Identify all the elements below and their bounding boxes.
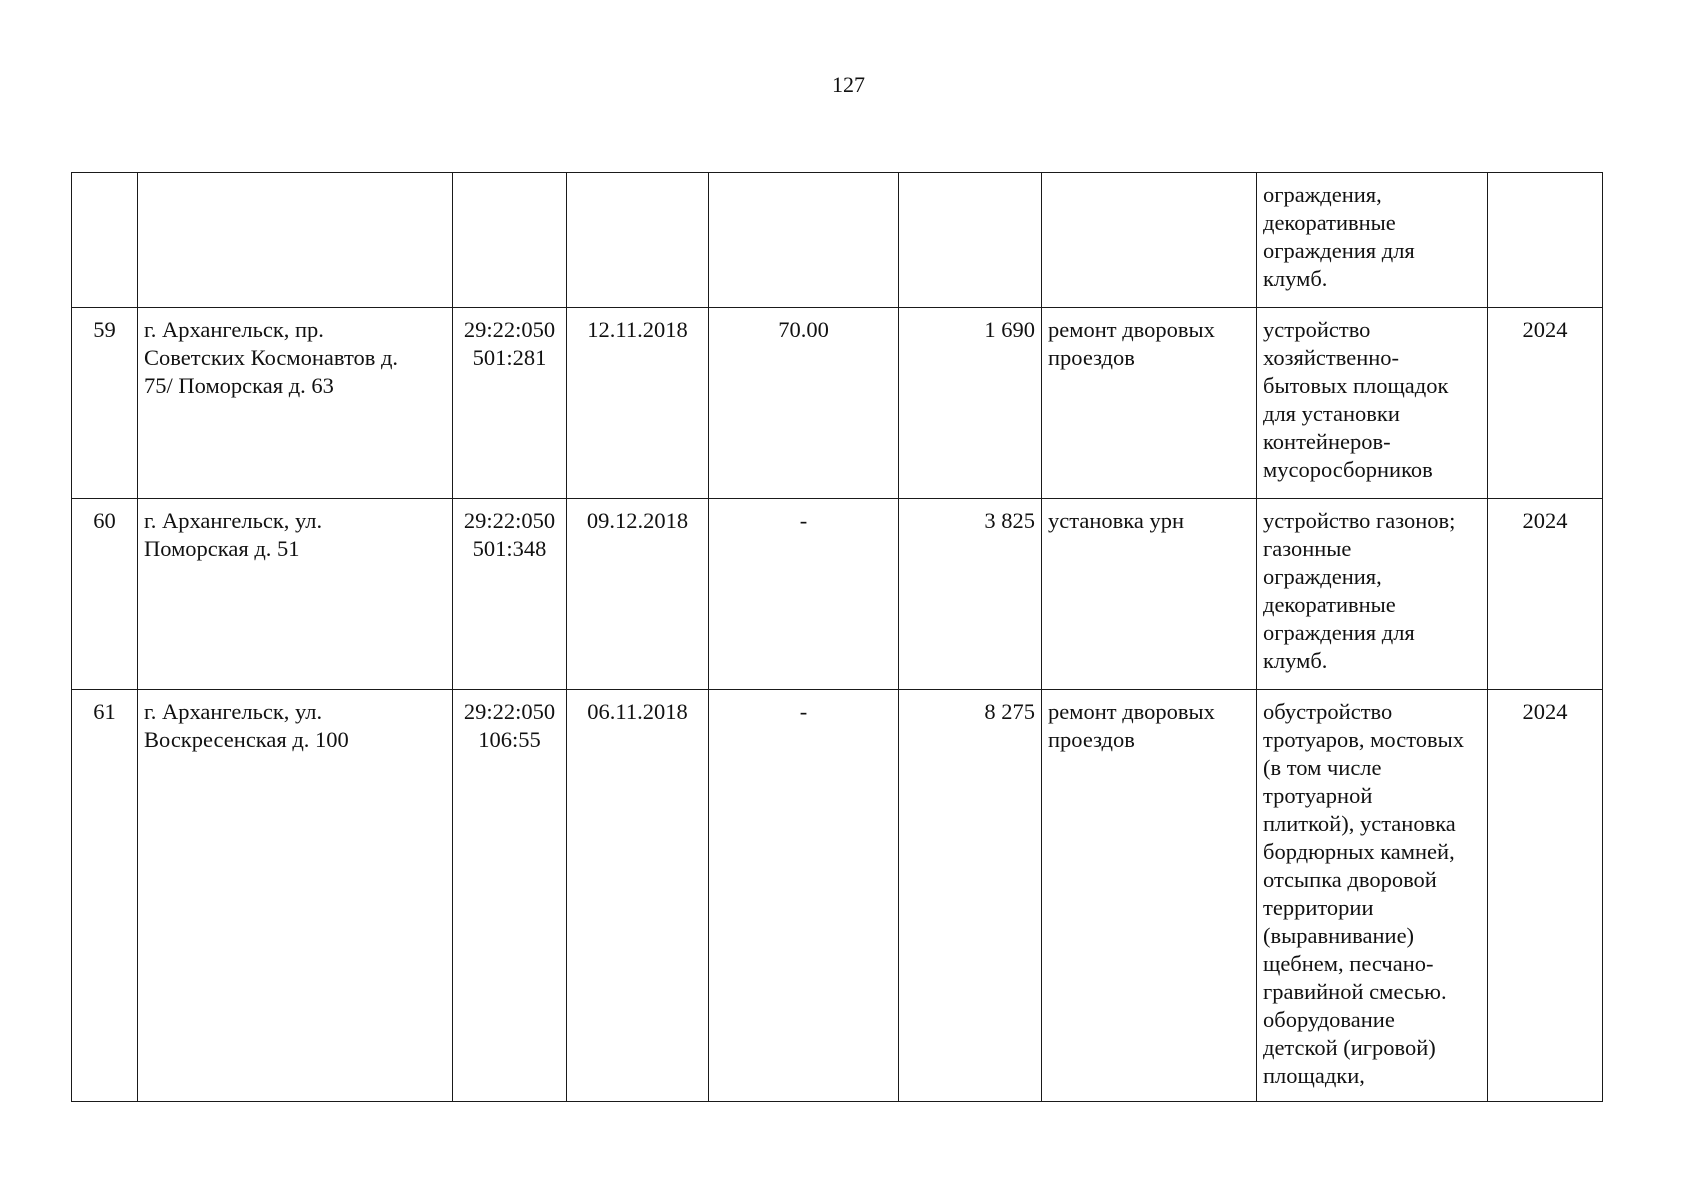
text-line: отсыпка дворовой xyxy=(1263,867,1437,892)
cell-square: 3 825 xyxy=(899,499,1042,690)
text-line: тротуарной xyxy=(1263,783,1373,808)
text-line: ограждения для xyxy=(1263,620,1415,645)
cell-extra-works xyxy=(1257,308,1488,499)
cell-extra-works xyxy=(1257,690,1488,1102)
text-line: 501:281 xyxy=(472,345,547,370)
cell-number: 61 xyxy=(72,690,138,1102)
text-line: (в том числе xyxy=(1263,755,1382,780)
text-line: плиткой), установка xyxy=(1263,811,1456,836)
text-line: территории xyxy=(1263,895,1374,920)
table-row xyxy=(72,308,1603,499)
text-line: 501:348 xyxy=(472,536,547,561)
text-line: г. Архангельск, пр. xyxy=(144,317,324,342)
page-number: 127 xyxy=(832,72,865,97)
text-line: 75/ Поморская д. 63 xyxy=(144,373,334,398)
text-line: детской (игровой) xyxy=(1263,1035,1436,1060)
cell-year xyxy=(1488,173,1603,308)
text-line: ограждения, xyxy=(1263,564,1382,589)
cell-cadastral xyxy=(453,690,567,1102)
cell-square: 1 690 xyxy=(899,308,1042,499)
text-line: клумб. xyxy=(1263,266,1328,291)
cell-extra-works xyxy=(1257,173,1488,308)
text-line: гравийной смесью. xyxy=(1263,979,1447,1004)
cell-min-works xyxy=(1042,499,1257,690)
cell-area: 70.00 xyxy=(709,308,899,499)
text-line: проездов xyxy=(1048,345,1135,370)
text-line: 29:22:050 xyxy=(463,699,556,724)
table-row xyxy=(72,499,1603,690)
text-line: устройство xyxy=(1263,317,1371,342)
text-line: устройство газонов; xyxy=(1263,508,1456,533)
text-line: площадки, xyxy=(1263,1063,1365,1088)
cell-area: - xyxy=(709,499,899,690)
cell-square: 8 275 xyxy=(899,690,1042,1102)
text-line: бытовых площадок xyxy=(1263,373,1449,398)
cell-year: 2024 xyxy=(1488,690,1603,1102)
cell-square xyxy=(899,173,1042,308)
cell-address xyxy=(138,499,453,690)
text-line: контейнеров- xyxy=(1263,429,1391,454)
text-line: бордюрных камней, xyxy=(1263,839,1455,864)
cell-number: 59 xyxy=(72,308,138,499)
text-line: щебнем, песчано- xyxy=(1263,951,1434,976)
text-line: Воскресенская д. 100 xyxy=(144,727,349,752)
cell-cadastral xyxy=(453,173,567,308)
text-line: (выравнивание) xyxy=(1263,923,1415,948)
cell-year: 2024 xyxy=(1488,499,1603,690)
table-row-continuation xyxy=(72,173,1603,308)
text-line: обустройство xyxy=(1263,699,1393,724)
text-line: ремонт дворовых xyxy=(1048,317,1215,342)
cell-year: 2024 xyxy=(1488,308,1603,499)
cell-number xyxy=(72,173,138,308)
cell-date xyxy=(567,173,709,308)
text-line: Советских Космонавтов д. xyxy=(144,345,399,370)
cell-date: 12.11.2018 xyxy=(567,308,709,499)
text-line: декоративные xyxy=(1263,210,1396,235)
text-line: для установки xyxy=(1263,401,1400,426)
cell-date: 09.12.2018 xyxy=(567,499,709,690)
text-line: 29:22:050 xyxy=(463,508,556,533)
text-line: газонные xyxy=(1263,536,1352,561)
cell-cadastral xyxy=(453,308,567,499)
cell-address xyxy=(138,690,453,1102)
cell-address xyxy=(138,173,453,308)
text-line: ограждения, xyxy=(1263,182,1382,207)
text-line: ремонт дворовых xyxy=(1048,699,1215,724)
text-line: г. Архангельск, ул. xyxy=(144,699,323,724)
cell-area xyxy=(709,173,899,308)
cell-extra-works xyxy=(1257,499,1488,690)
text-line: тротуаров, мостовых xyxy=(1263,727,1464,752)
text-line: клумб. xyxy=(1263,648,1328,673)
text-line: проездов xyxy=(1048,727,1135,752)
text-line: ограждения для xyxy=(1263,238,1415,263)
cell-date: 06.11.2018 xyxy=(567,690,709,1102)
cell-min-works xyxy=(1042,308,1257,499)
table-row xyxy=(72,690,1603,1102)
cell-number: 60 xyxy=(72,499,138,690)
text-line: хозяйственно- xyxy=(1263,345,1400,370)
text-line: 29:22:050 xyxy=(463,317,556,342)
text-line: мусоросборников xyxy=(1263,457,1433,482)
text-line: Поморская д. 51 xyxy=(144,536,300,561)
cell-cadastral xyxy=(453,499,567,690)
text-line: г. Архангельск, ул. xyxy=(144,508,323,533)
text-line: 106:55 xyxy=(478,727,541,752)
courtyard-registry-table xyxy=(71,172,1603,1102)
cell-address xyxy=(138,308,453,499)
cell-area: - xyxy=(709,690,899,1102)
text-line: установка урн xyxy=(1048,508,1184,533)
cell-min-works xyxy=(1042,690,1257,1102)
cell-min-works xyxy=(1042,173,1257,308)
text-line: декоративные xyxy=(1263,592,1396,617)
text-line: оборудование xyxy=(1263,1007,1395,1032)
